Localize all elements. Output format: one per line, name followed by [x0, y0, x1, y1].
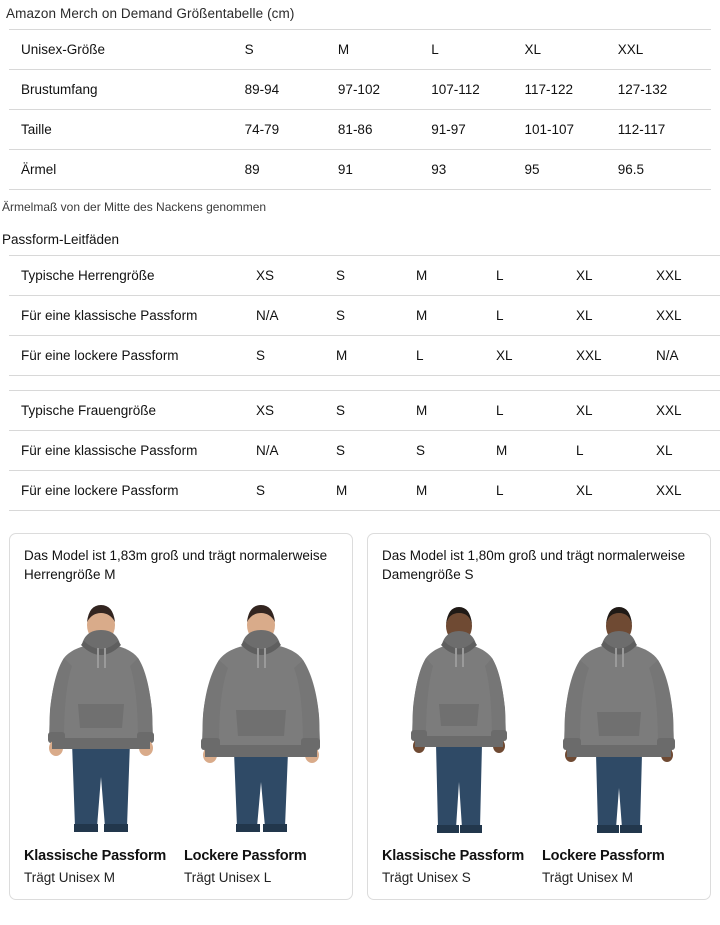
cell: M [496, 431, 576, 471]
cell: 81-86 [338, 110, 431, 150]
cell: S [336, 431, 416, 471]
mens-fit-table [9, 255, 720, 376]
table-row [9, 391, 720, 431]
mens-figures [24, 592, 338, 842]
fit-name: Klassische Passform [382, 848, 525, 864]
cell: 101-107 [524, 110, 617, 150]
row-label: Brustumfang [9, 70, 245, 110]
cell: XL [576, 391, 656, 431]
mens-figure-labels [24, 848, 338, 885]
cell: M [416, 296, 496, 336]
womens-figure-labels [382, 848, 696, 885]
row-label: Für eine klassische Passform [9, 431, 256, 471]
cell: N/A [256, 296, 336, 336]
male-model-classic [24, 592, 178, 842]
table-row [9, 296, 720, 336]
cell: 91-97 [431, 110, 524, 150]
fit-wears: Trägt Unisex S [382, 870, 471, 885]
cell: L [496, 471, 576, 511]
cell: 96.5 [618, 150, 711, 190]
table-row [9, 336, 720, 376]
cell: 93 [431, 150, 524, 190]
cell: M [416, 391, 496, 431]
mens-model-panel [9, 533, 353, 900]
womens-figures [382, 592, 696, 842]
cell: 74-79 [245, 110, 338, 150]
cell: XL [496, 336, 576, 376]
cell: S [336, 391, 416, 431]
cell: 95 [524, 150, 617, 190]
fit-wears: Trägt Unisex L [184, 870, 272, 885]
table-row [9, 471, 720, 511]
female-classic-illustration [384, 592, 534, 842]
cell: XL [576, 471, 656, 511]
row-label: Ärmel [9, 150, 245, 190]
table-row [9, 110, 711, 150]
womens-classic-label [382, 848, 536, 885]
cell: L [416, 336, 496, 376]
cell: 112-117 [618, 110, 711, 150]
cell: M [336, 471, 416, 511]
cell: 107-112 [431, 70, 524, 110]
cell: M [416, 256, 496, 296]
table-row [9, 256, 720, 296]
row-label: Taille [9, 110, 245, 150]
cell: L [431, 30, 524, 70]
row-label: Für eine lockere Passform [9, 336, 256, 376]
cell: 127-132 [618, 70, 711, 110]
female-model-loose [542, 592, 696, 842]
cell: L [496, 391, 576, 431]
cell: S [256, 471, 336, 511]
cell: L [576, 431, 656, 471]
mens-loose-label [184, 848, 338, 885]
female-loose-illustration [544, 592, 694, 842]
cell: M [416, 471, 496, 511]
male-loose-illustration [186, 592, 336, 842]
mens-classic-label [24, 848, 178, 885]
cell: 89-94 [245, 70, 338, 110]
cell: 97-102 [338, 70, 431, 110]
male-model-loose [184, 592, 338, 842]
cell: S [336, 256, 416, 296]
row-label: Für eine klassische Passform [9, 296, 256, 336]
womens-loose-label [542, 848, 696, 885]
row-label: Typische Frauengröße [9, 391, 256, 431]
fit-wears: Trägt Unisex M [24, 870, 116, 885]
table-row [9, 70, 711, 110]
cell: S [245, 30, 338, 70]
sleeve-measurement-note: Ärmelmaß von der Mitte des Nackens genommen [2, 200, 267, 214]
measurement-table [9, 29, 711, 190]
cell: S [336, 296, 416, 336]
cell: L [496, 296, 576, 336]
cell: XL [576, 296, 656, 336]
womens-model-caption: Das Model ist 1,80m groß und trägt normalerweise Damengröße S [382, 548, 686, 582]
table-gap [0, 376, 720, 390]
fit-wears: Trägt Unisex M [542, 870, 634, 885]
table-row [9, 150, 711, 190]
cell: 91 [338, 150, 431, 190]
womens-fit-table [9, 390, 720, 511]
cell: N/A [656, 336, 720, 376]
cell: XXL [656, 296, 720, 336]
cell: XXL [618, 30, 711, 70]
cell: XS [256, 256, 336, 296]
cell: 117-122 [524, 70, 617, 110]
cell: S [416, 431, 496, 471]
table-row [9, 431, 720, 471]
cell: XL [576, 256, 656, 296]
male-classic-illustration [26, 592, 176, 842]
row-label: Unisex-Größe [9, 30, 245, 70]
mens-model-caption: Das Model ist 1,83m groß und trägt normalerweise Herrengröße M [24, 548, 328, 582]
cell: XXL [656, 256, 720, 296]
cell: M [338, 30, 431, 70]
page-title: Amazon Merch on Demand Größentabelle (cm) [6, 6, 295, 21]
row-label: Typische Herrengröße [9, 256, 256, 296]
cell: XL [656, 431, 720, 471]
cell: XL [524, 30, 617, 70]
fit-name: Klassische Passform [24, 848, 167, 864]
cell: 89 [245, 150, 338, 190]
row-label: Für eine lockere Passform [9, 471, 256, 511]
cell: N/A [256, 431, 336, 471]
cell: XXL [656, 391, 720, 431]
cell: M [336, 336, 416, 376]
female-model-classic [382, 592, 536, 842]
fit-guides-label: Passform-Leitfäden [2, 232, 120, 247]
model-panels [9, 533, 711, 900]
cell: L [496, 256, 576, 296]
cell: XS [256, 391, 336, 431]
table-row [9, 30, 711, 70]
cell: XXL [576, 336, 656, 376]
cell: S [256, 336, 336, 376]
fit-name: Lockere Passform [184, 848, 307, 864]
cell: XXL [656, 471, 720, 511]
fit-name: Lockere Passform [542, 848, 665, 864]
womens-model-panel [367, 533, 711, 900]
